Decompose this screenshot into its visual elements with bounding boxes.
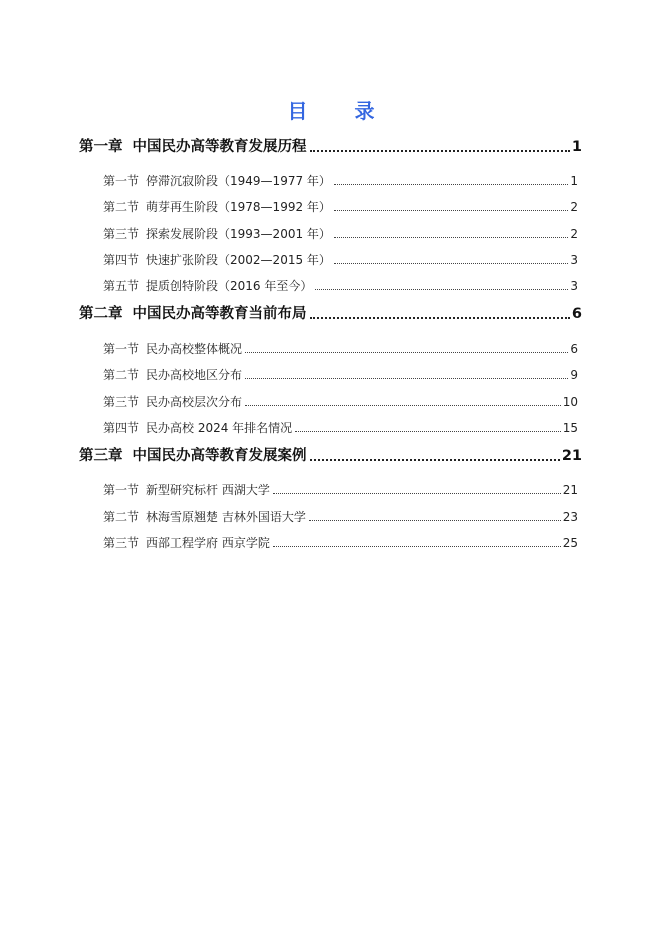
toc-page-number: 2	[570, 200, 578, 214]
toc-section-1-2[interactable]	[103, 198, 578, 216]
toc-page-number: 3	[570, 253, 578, 267]
dot-leader	[309, 519, 561, 521]
toc-number: 第一节	[103, 342, 140, 356]
dot-leader	[295, 430, 561, 432]
toc-number: 第二节	[103, 200, 140, 214]
dot-leader	[334, 236, 568, 238]
dot-leader	[310, 149, 570, 152]
toc-section-2-3[interactable]	[103, 393, 578, 411]
toc-heading: 探索发展阶段（1993—2001 年）	[146, 227, 331, 241]
toc-page-number: 25	[562, 536, 578, 550]
toc-heading: 民办高校地区分布	[146, 368, 243, 382]
toc-heading: 民办高校整体概况	[146, 342, 243, 356]
toc-heading: 林海雪原翘楚 吉林外国语大学	[146, 510, 306, 524]
toc-section-1-3[interactable]	[103, 225, 578, 243]
toc-number: 第一节	[103, 174, 140, 188]
toc-chapter-3[interactable]	[79, 446, 582, 466]
toc-page-number: 21	[562, 483, 578, 497]
toc-number: 第四节	[103, 253, 140, 267]
toc-heading: 民办高校 2024 年排名情况	[146, 421, 293, 435]
toc-heading: 中国民办高等教育发展案例	[132, 448, 307, 464]
dot-leader	[245, 377, 568, 379]
toc-section-1-1[interactable]	[103, 172, 578, 190]
toc-section-1-5[interactable]	[103, 277, 578, 295]
toc-page-number: 23	[562, 510, 578, 524]
toc-number: 第一章	[79, 139, 123, 155]
toc-number: 第三节	[103, 395, 140, 409]
toc-heading: 民办高校层次分布	[146, 395, 243, 409]
toc-heading: 萌芽再生阶段（1978—1992 年）	[146, 200, 331, 214]
toc-number: 第四节	[103, 421, 140, 435]
toc-section-3-1[interactable]	[103, 481, 578, 499]
dot-leader	[245, 351, 568, 353]
toc-page-number: 6	[571, 306, 582, 322]
toc-chapter-2[interactable]	[79, 304, 582, 324]
toc-title: 目 录	[287, 99, 395, 123]
toc-page-number: 2	[570, 227, 578, 241]
toc-number: 第五节	[103, 279, 140, 293]
dot-leader	[245, 404, 561, 406]
toc-heading: 停滞沉寂阶段（1949—1977 年）	[146, 174, 331, 188]
toc-section-2-1[interactable]	[103, 340, 578, 358]
toc-heading: 快速扩张阶段（2002—2015 年）	[146, 253, 331, 267]
toc-page-number: 9	[570, 368, 578, 382]
toc-page-number: 10	[562, 395, 578, 409]
toc-heading: 中国民办高等教育发展历程	[132, 139, 307, 155]
dot-leader	[310, 458, 560, 461]
toc-section-2-2[interactable]	[103, 366, 578, 384]
toc-page-number: 15	[562, 421, 578, 435]
dot-leader	[273, 492, 561, 494]
toc-number: 第二章	[79, 306, 123, 322]
toc-heading: 中国民办高等教育当前布局	[132, 306, 307, 322]
dot-leader	[334, 183, 568, 185]
dot-leader	[310, 316, 570, 319]
dot-leader	[334, 262, 568, 264]
toc-number: 第一节	[103, 483, 140, 497]
toc-number: 第三章	[79, 448, 123, 464]
toc-section-3-3[interactable]	[103, 534, 578, 552]
toc-number: 第二节	[103, 368, 140, 382]
dot-leader	[273, 545, 561, 547]
toc-number: 第二节	[103, 510, 140, 524]
toc-heading: 西部工程学府 西京学院	[146, 536, 270, 550]
toc-section-1-4[interactable]	[103, 251, 578, 269]
toc-number: 第三节	[103, 227, 140, 241]
toc-section-2-4[interactable]	[103, 419, 578, 437]
dot-leader	[334, 209, 568, 211]
toc-page-number: 1	[571, 139, 582, 155]
toc-page-number: 1	[570, 174, 578, 188]
toc-heading: 新型研究标杆 西湖大学	[146, 483, 270, 497]
toc-page-number: 21	[561, 448, 582, 464]
toc-page-number: 6	[570, 342, 578, 356]
toc-page-number: 3	[570, 279, 578, 293]
toc-chapter-1[interactable]	[79, 137, 582, 157]
dot-leader	[315, 288, 568, 290]
toc-number: 第三节	[103, 536, 140, 550]
toc-section-3-2[interactable]	[103, 508, 578, 526]
toc-heading: 提质创特阶段（2016 年至今）	[146, 279, 313, 293]
